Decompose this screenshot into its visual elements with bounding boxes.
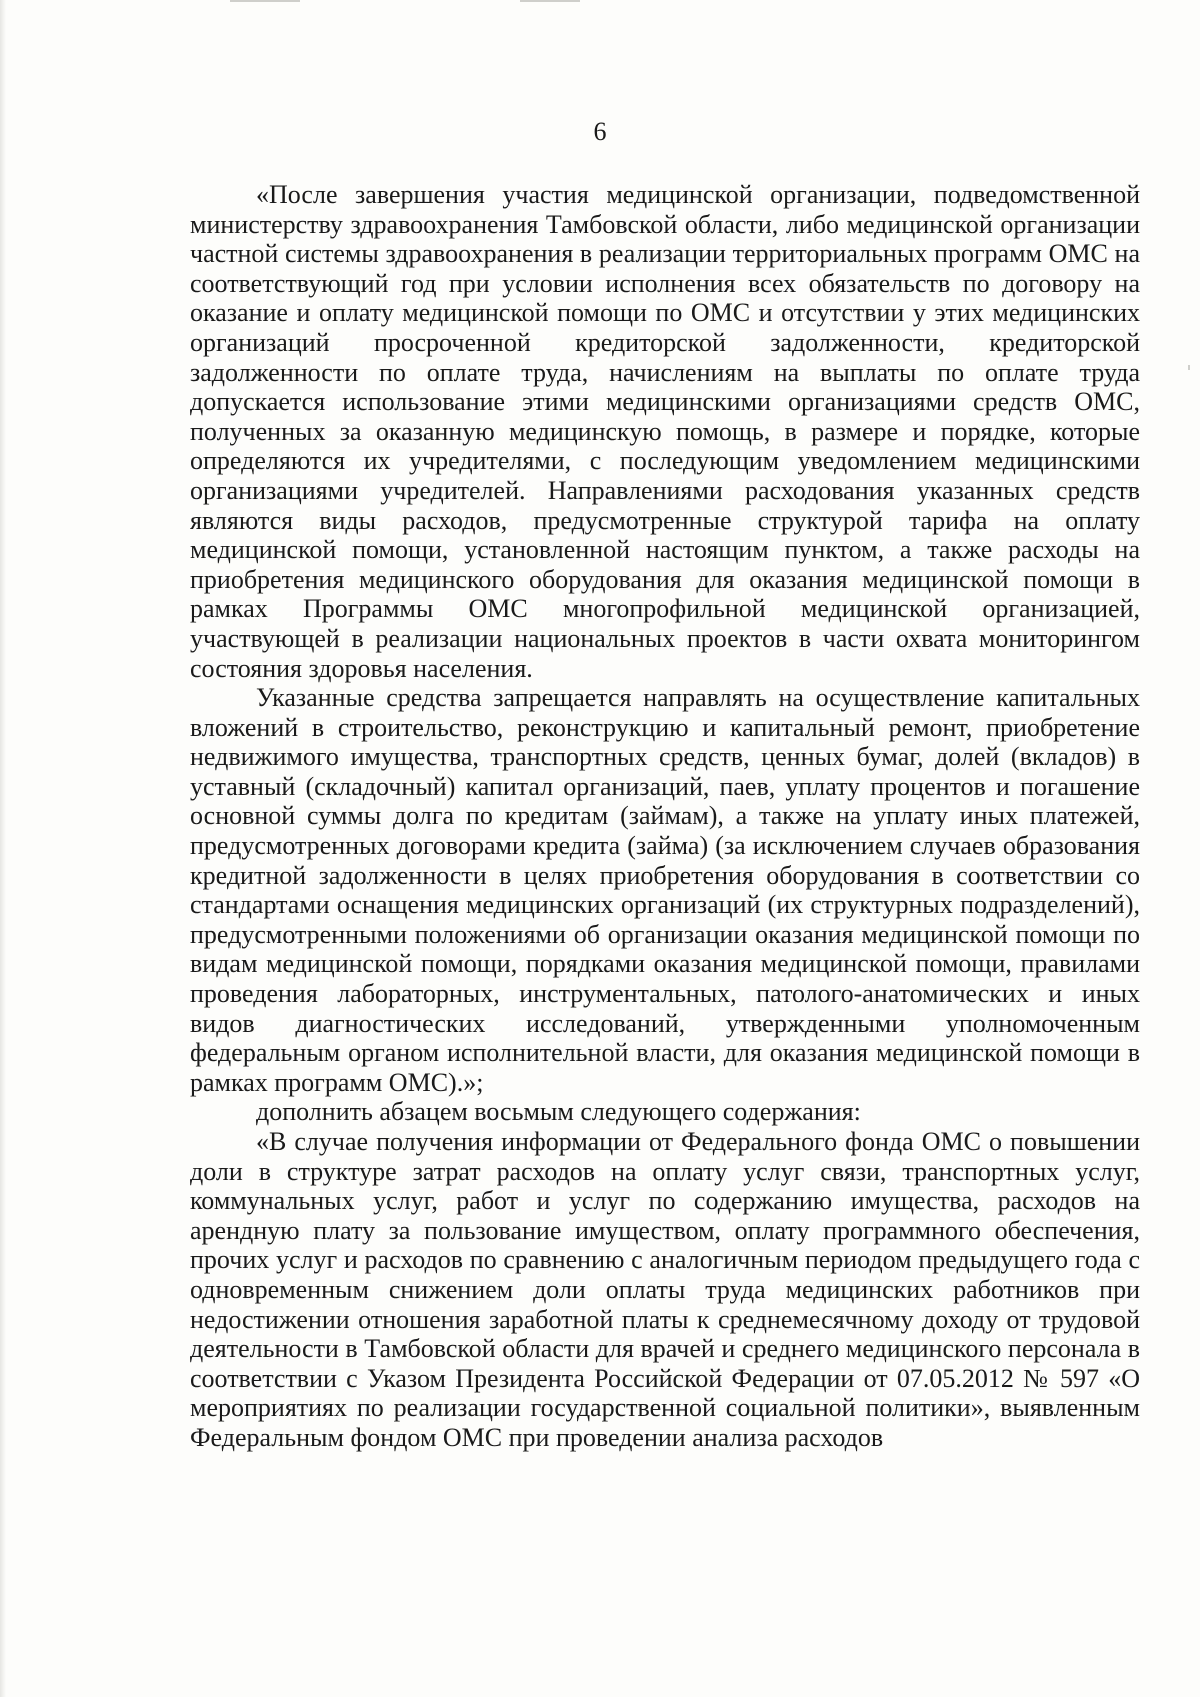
scan-artifact-top-right bbox=[520, 0, 580, 2]
paragraph-post-participation-funds: «После завершения участия медицинской организации, подведомственной министерству здравоохранения Тамбовской области, либо медицинской организации частной системы здравоохранения в реализации территориальных программ ОМС на соответствующий год при условии исполнения всех обязательств по договору на оказание и оплату медицинской помощи по ОМС и отсутствии у этих медицинских организаций просроченной кредиторской задолженности, кредиторской задолженности по оплате труда, начислениям на выплаты по оплате труда допускается использование этими медицинскими организациями средств ОМС, полученных за оказанную медицинскую помощь, в размере и порядке, которые определяются их учредителями, с последующим уведомлением медицинскими организациями учредителей. Направлениями расходования указанных средств являются виды расходов, предусмотренные структурой тарифа на оплату медицинской помощи, установленной настоящим пунктом, а также расходы на приобретения медицинского оборудования для оказания медицинской помощи в рамках Программы ОМС многопрофильной медицинской организацией, участвующей в реализации национальных проектов в части охвата мониторингом состояния здоровья населения. bbox=[190, 180, 1140, 683]
paragraph-federal-fund-information: «В случае получения информации от Федерального фонда ОМС о повышении доли в структуре затрат расходов на оплату услуг связи, транспортных услуг, коммунальных услуг, работ и услуг по содержанию имущества, расходов на арендную плату за пользование имуществом, оплату программного обеспечения, прочих услуг и расходов по сравнению с аналогичным периодом предыдущего года с одновременным снижением доли оплаты труда медицинских работников при недостижении отношения заработной платы к среднемесячному доходу от трудовой деятельности в Тамбовской области для врачей и среднего медицинского персонала в соответствии с Указом Президента Российской Федерации от 07.05.2012 № 597 «О мероприятиях по реализации государственной социальной политики», выявленным Федеральным фондом ОМС при проведении анализа расходов bbox=[190, 1127, 1140, 1452]
document-body bbox=[190, 180, 1140, 1453]
page-number: 6 bbox=[593, 117, 607, 146]
scan-artifact-margin bbox=[1188, 365, 1190, 370]
paragraph-amendment-instruction: дополнить абзацем восьмым следующего содержания: bbox=[256, 1097, 861, 1127]
scan-edge-shadow bbox=[0, 0, 6, 1697]
paragraph-funds-restrictions: Указанные средства запрещается направлять на осуществление капитальных вложений в строительство, реконструкцию и капитальный ремонт, приобретение недвижимого имущества, транспортных средств, ценных бумаг, долей (вкладов) в уставный (складочный) капитал организаций, паев, уплату процентов и погашение основной суммы долга по кредитам (займам), а также на уплату иных платежей, предусмотренных договорами кредита (займа) (за исключением случаев образования кредитной задолженности в целях приобретения оборудования в соответствии со стандартами оснащения медицинских организаций (их структурных подразделений), предусмотренными положениями об организации оказания медицинской помощи по видам медицинской помощи, порядками оказания медицинской помощи, правилами проведения лабораторных, инструментальных, патолого-анатомических и иных видов диагностических исследований, утвержденными уполномоченным федеральным органом исполнительной власти, для оказания медицинской помощи в рамках программ ОМС).»; bbox=[190, 683, 1140, 1097]
scan-artifact-top bbox=[230, 0, 300, 2]
